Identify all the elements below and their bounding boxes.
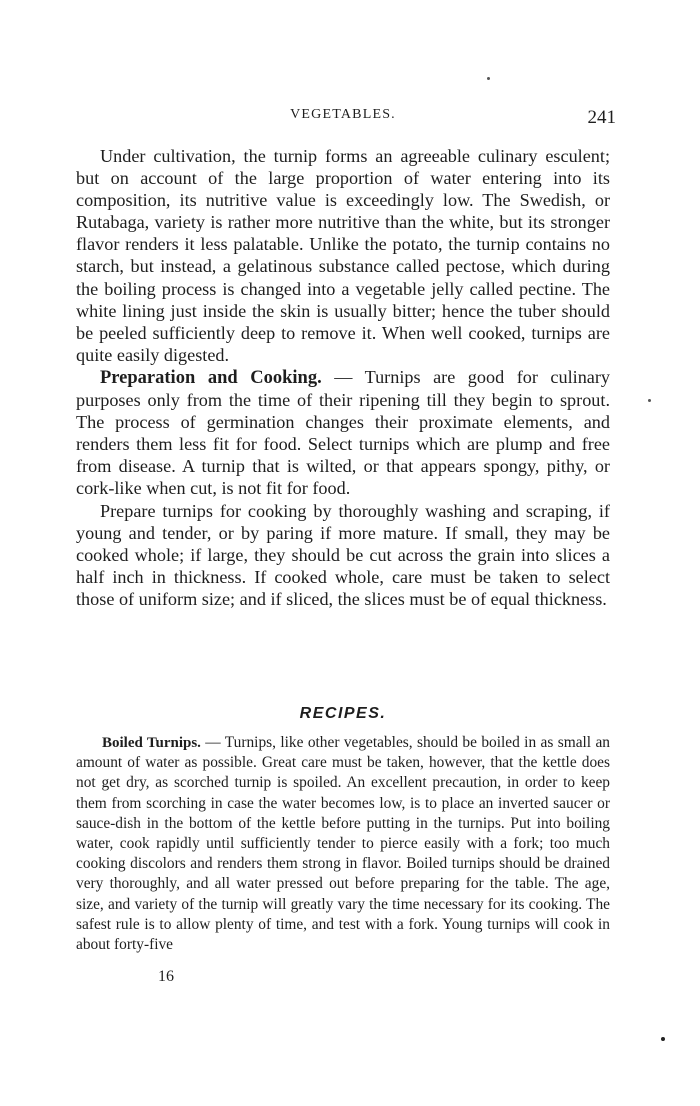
paragraph-cultivation: Under cultivation, the turnip forms an agreeable culinary esculent; but on account of the large proportion of water entering into its composition, its nutritive value is exceedingly low. The Swedish, or Rutabaga, variety is rather more nutritive than the white, but its stronger flavor renders it less palatable. Unlike the potato, the turnip contains no starch, but instead, a gelatinous substance called pectose, which during the boiling process is changed into a vegetable jelly called pectine. The white lining just inside the skin is usually bitter; hence the tuber should be peeled sufficiently deep to remove it. When well cooked, turnips are quite easily digested. bbox=[76, 146, 610, 365]
page-number: 241 bbox=[587, 107, 616, 128]
recipe-text-boiled-turnips: — Turnips, like other vegetables, should be boiled in as small an amount of water as possible. Great care must be taken, however, that the kettle does not get dry, as scorched turnip is spoiled. An excellent precaution, in order to keep them from scorching in case the water becomes low, is to place an inverted saucer or sauce-dish in the bottom of the kettle before putting in the turnips. Put into boiling water, cook rapidly until sufficiently tender to pierce easily with a fork; too much cooking discolors and renders them strong in flavor. Boiled turnips should be drained very thoroughly, and all water pressed out before preparing for the table. The age, size, and variety of the turnip will greatly vary the time necessary for its cooking. The safest rule is to allow plenty of time, and test with a fork. Young turnips will cook in about forty-five bbox=[76, 734, 610, 954]
signature-mark: 16 bbox=[158, 968, 174, 985]
ink-speck bbox=[661, 1037, 665, 1041]
recipes-heading: RECIPES. bbox=[299, 705, 387, 722]
paragraph-prepare-turnips: Prepare turnips for cooking by thoroughly washing and scraping, if young and tender, or by paring if more mature. If small, they may be cooked whole; if large, they should be cut across the grain into slices a half inch in thickness. If cooked whole, care must be taken to select those of uniform size; and if sliced, the slices must be of equal thickness. bbox=[76, 500, 610, 609]
recipe-boiled-turnips bbox=[76, 733, 610, 955]
body-text bbox=[76, 145, 610, 610]
running-title: VEGETABLES. bbox=[290, 107, 396, 122]
recipe-title-boiled-turnips: Boiled Turnips. bbox=[102, 735, 201, 751]
ink-speck bbox=[648, 399, 651, 402]
book-page bbox=[76, 0, 616, 1106]
running-head bbox=[76, 107, 616, 131]
paragraph-preparation bbox=[76, 366, 610, 500]
subheading-preparation-and-cooking: Preparation and Cooking. bbox=[100, 367, 322, 388]
ink-speck bbox=[487, 77, 490, 80]
recipe-section bbox=[76, 733, 610, 955]
paragraph-preparation-text: — Turnips are good for culinary purposes only from the time of their ripening till they begin to sprout. The process of germination changes their proximate elements, and renders them less fit for food. Select turnips which are plump and free from disease. A turnip that is wilted, or that appears spongy, pithy, or cork-like when cut, is not fit for food. bbox=[76, 366, 611, 499]
